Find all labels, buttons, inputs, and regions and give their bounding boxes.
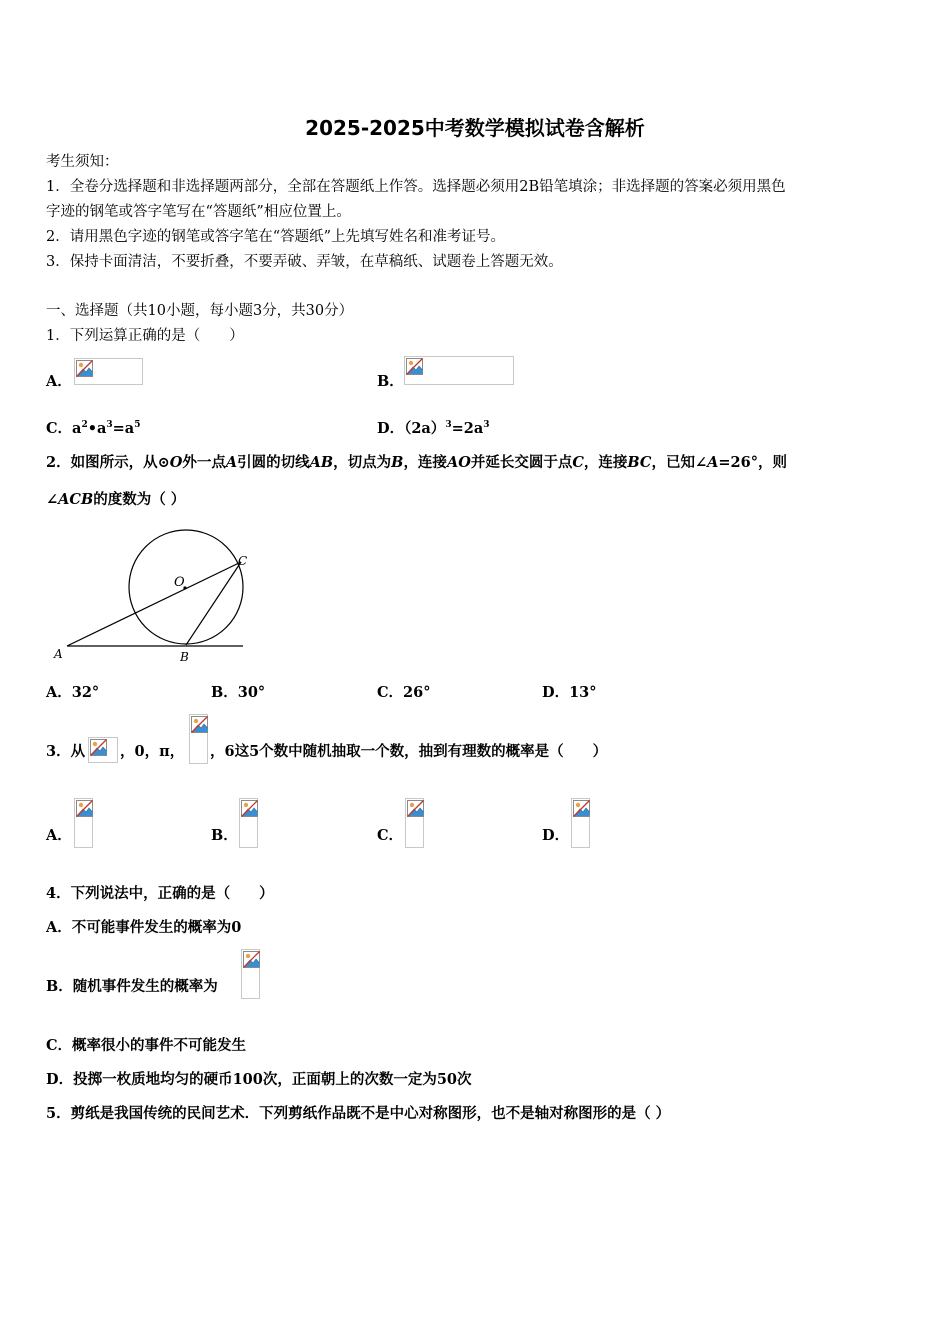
notice-line-1a: 1．全卷分选择题和非选择题两部分，全部在答题纸上作答。选择题必须用2B铅笔填涂；非选择题的答案必须用黑色 [46,179,786,195]
q1-option-d: D．$(2a)^3=2a^3$ [377,420,490,437]
q2-stem-line-1: 2．如图所示，从⊙O外一点A引圆的切线AB，切点为B，连接AO并延长交圆于点C，连接BC，已知∠A=26°，则 [46,454,787,471]
q4-option-c: C．概率很小的事件不可能发生 [46,1037,247,1054]
q1-option-c: C．$a^2•a^3=a^5$ [46,420,141,437]
broken-image-glyph [190,715,209,735]
label-o: O [174,575,185,590]
label-a: A [54,647,63,661]
q2-option-a: A．32° [46,684,100,701]
q4-option-a: A．不可能事件发生的概率为0 [46,919,242,936]
broken-image-glyph [75,799,94,819]
broken-image-glyph [572,799,591,819]
q2-option-d: D．13° [542,684,597,701]
q1-option-b-label: B． [377,373,404,390]
q2-option-c: C．26° [377,684,431,701]
broken-image-glyph [406,799,425,819]
broken-image-icon [571,798,590,848]
broken-image-glyph [242,950,261,970]
line-ao-extended [67,562,241,646]
q3-option-a-label: A． [46,827,72,844]
q3-option-c-label: C． [377,827,404,844]
q1-option-a-label: A． [46,373,72,390]
broken-image-icon [241,949,260,999]
broken-image-icon [404,356,514,385]
notice-line-1b: 字迹的钢笔或答字笔写在“答题纸”相应位置上。 [46,204,351,220]
q3-stem-part-2: ，0，π， [120,743,185,760]
broken-image-icon [405,798,424,848]
broken-image-glyph [405,357,424,377]
q3-stem-part-3: ，6这5个数中随机抽取一个数，抽到有理数的概率是（ ） [210,743,608,760]
q4-stem: 4．下列说法中，正确的是（ ） [46,885,274,902]
q3-option-b-label: B． [211,827,238,844]
q5-stem: 5．剪纸是我国传统的民间艺术．下列剪纸作品既不是中心对称图形，也不是轴对称图形的是（ ） [46,1105,671,1122]
broken-image-icon [74,358,143,385]
label-b: B [180,650,189,664]
broken-image-icon [239,798,258,848]
q2-geometry-figure [50,525,250,670]
notice-line-2: 2．请用黑色字迹的钢笔或答字笔在“答题纸”上先填写姓名和准考证号。 [46,229,506,245]
page-title: 2025-2025中考数学模拟试卷含解析 [305,116,645,140]
notice-heading: 考生须知： [46,154,119,170]
broken-image-icon [74,798,93,848]
q3-stem-part-1: 3．从 [46,743,86,760]
broken-image-glyph [75,359,94,379]
q3-option-d-label: D． [542,827,570,844]
q2-option-b: B．30° [211,684,266,701]
q1-stem: 1．下列运算正确的是（ ） [46,328,244,344]
broken-image-icon [88,737,118,763]
label-c: C [238,554,248,568]
notice-line-3: 3．保持卡面清洁，不要折叠，不要弄破、弄皱，在草稿纸、试题卷上答题无效。 [46,254,563,270]
q4-option-d: D．投掷一枚质地均匀的硬币100次，正面朝上的次数一定为50次 [46,1071,472,1088]
q4-option-b: B．随机事件发生的概率为 [46,978,218,995]
broken-image-glyph [89,738,108,758]
q2-stem-line-2: ∠ACB的度数为（ ） [46,491,186,508]
line-bc [186,562,241,645]
broken-image-glyph [240,799,259,819]
broken-image-icon [189,714,208,764]
section-heading: 一、选择题（共10小题，每小题3分，共30分） [46,303,354,319]
